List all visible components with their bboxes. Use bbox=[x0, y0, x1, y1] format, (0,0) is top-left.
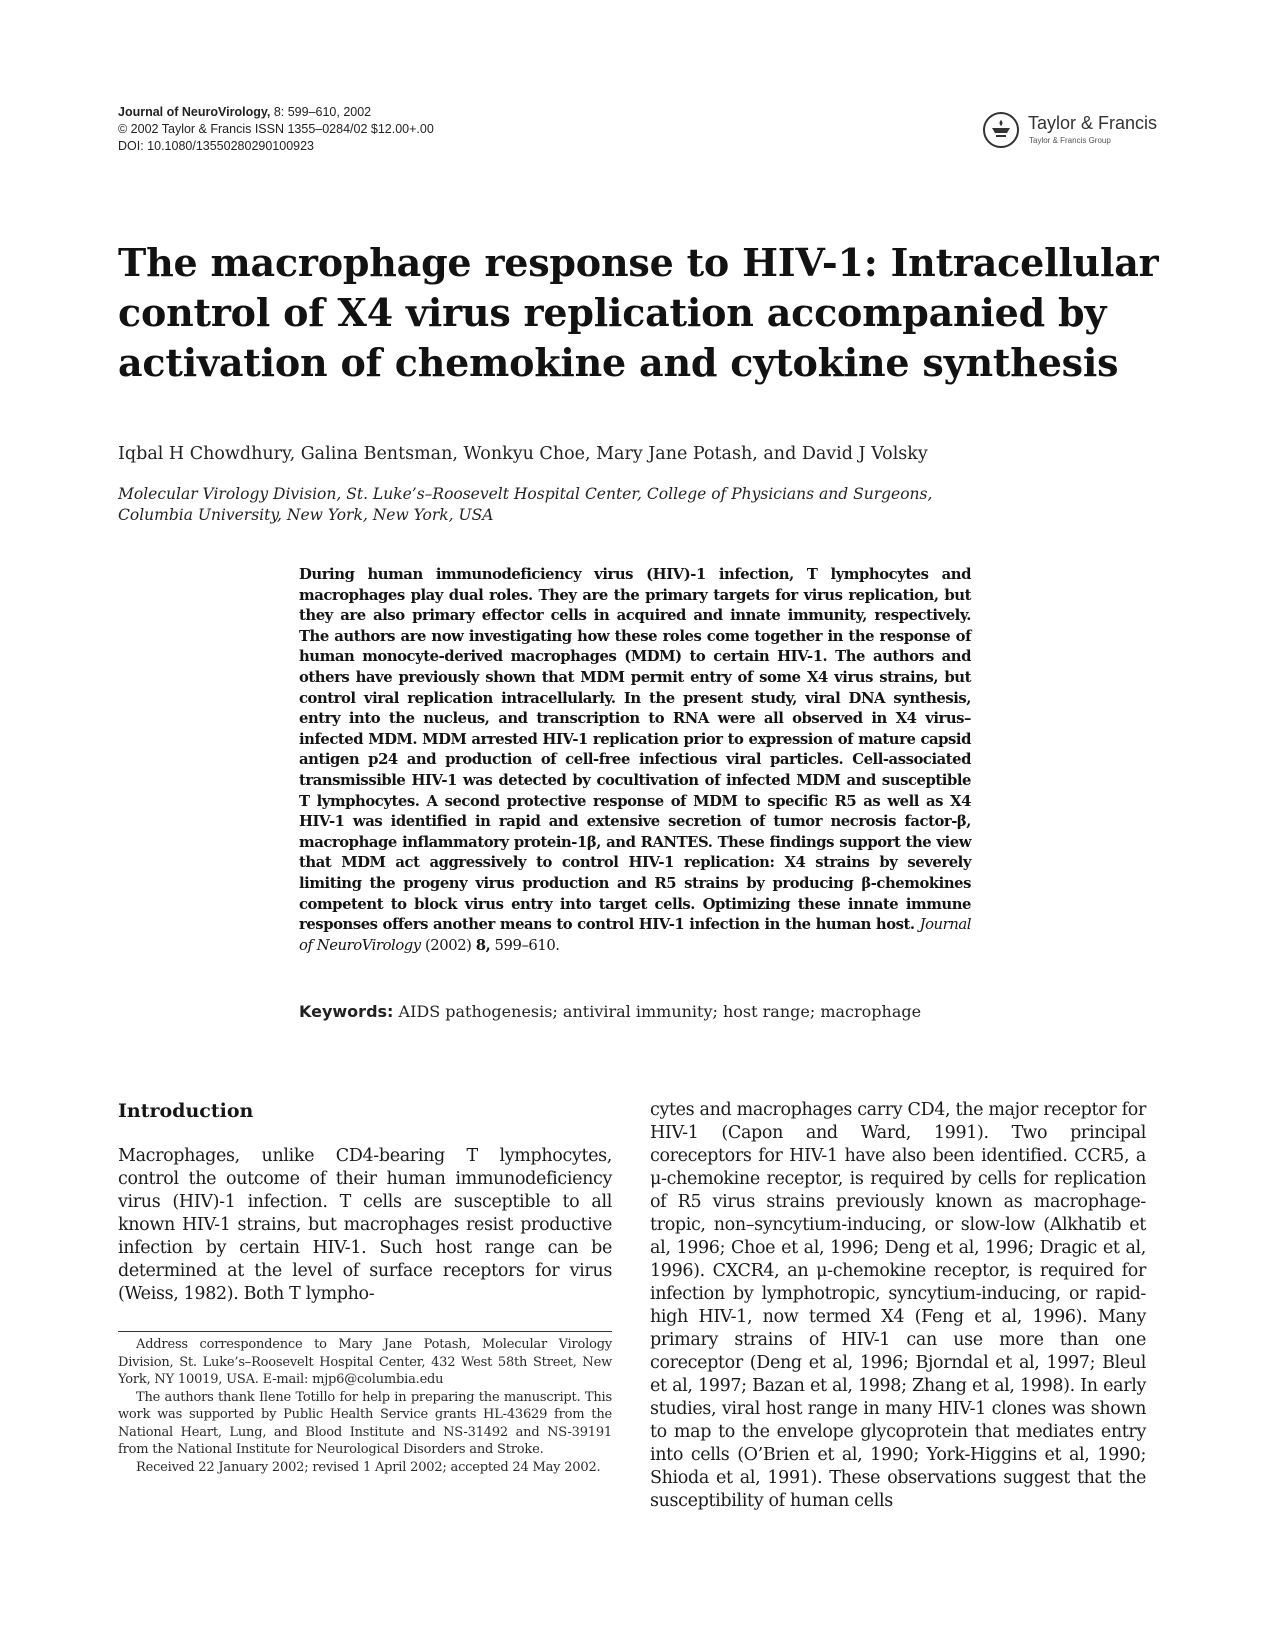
article-title bbox=[118, 238, 1159, 388]
journal-citation-line bbox=[118, 104, 638, 121]
publisher-group: Taylor & Francis Group bbox=[1029, 136, 1111, 145]
citation-pages: 599–610. bbox=[490, 936, 560, 954]
journal-metadata bbox=[118, 104, 638, 155]
publisher-name: Taylor & Francis bbox=[1028, 113, 1158, 133]
publisher-logo bbox=[982, 109, 1182, 153]
citation-year: (2002) bbox=[420, 936, 476, 954]
citation-journal: Journal of NeuroVirology bbox=[299, 916, 971, 954]
citation-volume: 8, bbox=[475, 936, 491, 954]
keywords-label: Keywords: bbox=[299, 1002, 394, 1021]
abstract bbox=[299, 565, 971, 956]
affiliation-line: Molecular Virology Division, St. Luke’s–Roosevelt Hospital Center, College of Physicians and Surgeons, bbox=[118, 485, 933, 503]
footnotes bbox=[118, 1336, 612, 1476]
publisher-logo-icon bbox=[982, 111, 1020, 149]
introduction-right-column: cytes and macrophages carry CD4, the major receptor for HIV-1 (Capon and Ward, 1991). Two principal coreceptors for HIV-1 have also been identified. CCR5, a μ-chemokine receptor, is required by cells for replication of R5 virus strains previously known as macrophage-tropic, non–syncytium-inducing, or slow-low (Alkhatib et al, 1996; Choe et al, 1996; Deng et al, 1996; Dragic et al, 1996). CXCR4, an μ-chemokine receptor, is required for infection by lymphotropic, syncytium-inducing, or rapid-high HIV-1, now termed X4 (Feng et al, 1996). Many primary strains of HIV-1 can use more than one coreceptor (Deng et al, 1996; Bjorndal et al, 1997; Bleul et al, 1997; Bazan et al, 1998; Zhang et al, 1998). In early studies, viral host range in many HIV-1 clones was shown to map to the envelope glycoprotein that mediates entry into cells (O’Brien et al, 1990; York-Higgins et al, 1990; Shioda et al, 1991). These observations suggest that the susceptibility of human cells bbox=[650, 1100, 1146, 1511]
introduction-left-column: Macrophages, unlike CD4-bearing T lymphocytes, control the outcome of their human immunodeficiency virus (HIV)-1 infection. T cells are susceptible to all known HIV-1 strains, but macrophages resist productive infection by certain HIV-1. Such host range can be determined at the level of surface receptors for virus (Weiss, 1982). Both T lympho- bbox=[118, 1146, 612, 1304]
footnote-rule bbox=[118, 1331, 612, 1332]
title-line: control of X4 virus replication accompanied by bbox=[118, 290, 1107, 335]
affiliation bbox=[118, 484, 1118, 526]
acknowledgments-note: The authors thank Ilene Totillo for help in preparing the manuscript. This work was supported by Public Health Service grants HL-43629 from the National Heart, Lung, and Blood Institute and NS-31492 and NS-39191 from the National Institute for Neurological Disorders and Stroke. bbox=[118, 1389, 612, 1457]
doi-line: DOI: 10.1080/13550280290100923 bbox=[118, 139, 315, 153]
introduction-heading: Introduction bbox=[118, 1100, 254, 1122]
keywords-text: AIDS pathogenesis; antiviral immunity; host range; macrophage bbox=[393, 1002, 922, 1021]
author-list: Iqbal H Chowdhury, Galina Bentsman, Wonkyu Choe, Mary Jane Potash, and David J Volsky bbox=[118, 444, 928, 464]
journal-volume: 8: 599–610, 2002 bbox=[270, 105, 372, 119]
received-note: Received 22 January 2002; revised 1 April 2002; accepted 24 May 2002. bbox=[136, 1459, 601, 1475]
abstract-text: During human immunodeficiency virus (HIV)-1 infection, T lymphocytes and macrophages play dual roles. They are the primary targets for virus replication, but they are also primary effector cells in acquired and innate immunity, respectively. The authors are now investigating how these roles come together in the response of human monocyte-derived macrophages (MDM) to certain HIV-1. The authors and others have previously shown that MDM permit entry of some X4 virus strains, but control viral replication intracellularly. In the present study, viral DNA synthesis, entry into the nucleus, and transcription to RNA were all observed in X4 virus–infected MDM. MDM arrested HIV-1 replication prior to expression of mature capsid antigen p24 and production of cell-free infectious viral particles. Cell-associated transmissible HIV-1 was detected by cocultivation of infected MDM and susceptible T lymphocytes. A second protective response of MDM to specific R5 as well as X4 HIV-1 was identified in rapid and extensive secretion of tumor necrosis factor-β, macrophage inflammatory protein-1β, and RANTES. These findings support the view that MDM act aggressively to control HIV-1 replication: X4 strains by severely limiting the progeny virus production and R5 strains by producing β-chemokines competent to block virus entry into target cells. Optimizing these innate immune responses offers another means to control HIV-1 infection in the human host. bbox=[299, 566, 971, 934]
title-line: The macrophage response to HIV-1: Intracellular bbox=[118, 240, 1159, 285]
affiliation-line: Columbia University, New York, New York, USA bbox=[118, 506, 494, 524]
copyright-line: © 2002 Taylor & Francis ISSN 1355–0284/02 $12.00+.00 bbox=[118, 122, 434, 136]
keywords bbox=[299, 1002, 999, 1021]
journal-name: Journal of NeuroVirology, bbox=[118, 105, 271, 119]
title-line: activation of chemokine and cytokine synthesis bbox=[118, 340, 1119, 385]
correspondence-note: Address correspondence to Mary Jane Potash, Molecular Virology Division, St. Luke’s–Roosevelt Hospital Center, 432 West 58th Street, New York, NY 10019, USA. E-mail: mjp6@columbia.edu bbox=[118, 1337, 612, 1387]
